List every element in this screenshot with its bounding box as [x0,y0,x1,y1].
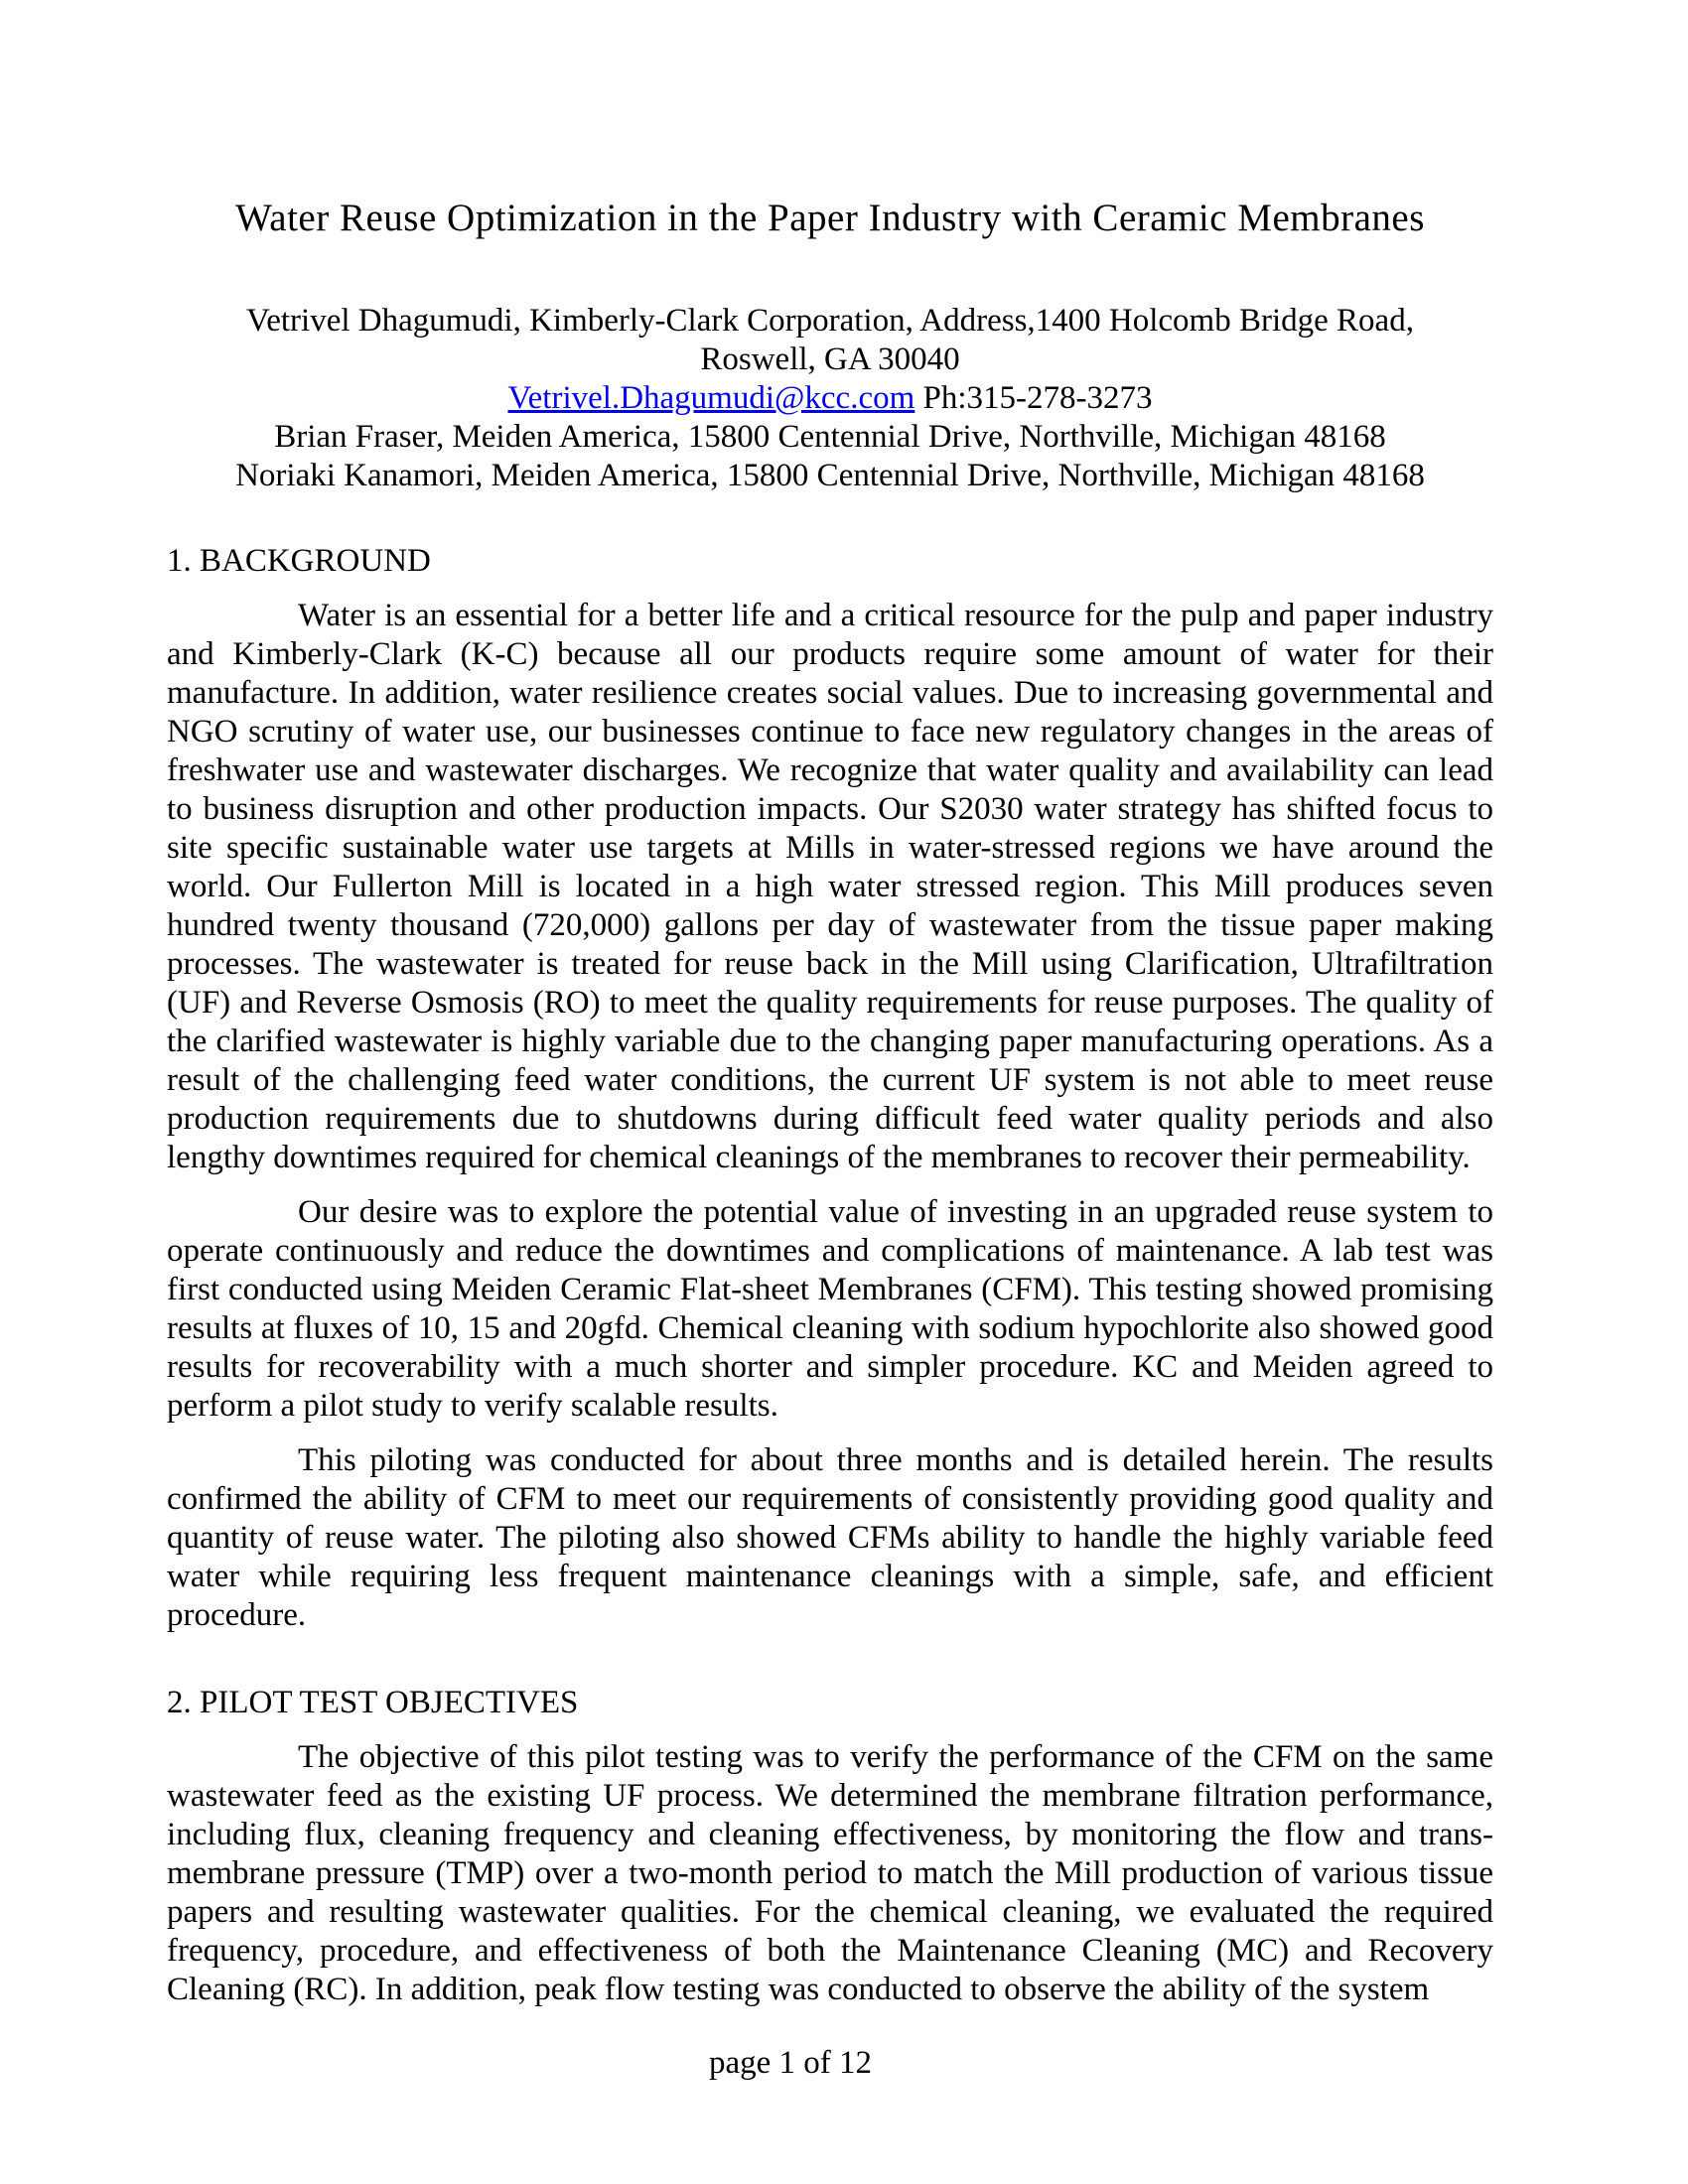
phone-number: Ph:315-278-3273 [922,380,1153,416]
email-link[interactable]: Vetrivel.Dhagumudi@kcc.com [507,380,915,416]
page-number: page 1 of 12 [708,2045,873,2081]
section-heading-pilot-test-objectives: 2. PILOT TEST OBJECTIVES [167,1685,579,1720]
paragraph-background-3: This piloting was conducted for about three months and is detailed herein. The results confirmed the ability of CFM to meet our requirements of consistently providing good quality and quantity of reuse water. The piloting also showed CFMs ability to handle the highly variable feed water while requiring less frequent maintenance cleanings with a simple, safe, and efficient procedure. [167,1442,1493,1633]
section-heading-background: 1. BACKGROUND [167,543,431,579]
contact-line [167,379,1493,418]
page-content [167,0,1493,2009]
author-line-3: Brian Fraser, Meiden America, 15800 Centennial Drive, Northville, Michigan 48168 [274,419,1386,455]
author-block [167,302,1493,495]
author-line-1: Vetrivel Dhagumudi, Kimberly-Clark Corporation, Address,1400 Holcomb Bridge Road, [246,303,1414,339]
paragraph-objectives-1: The objective of this pilot testing was to verify the performance of the CFM on the same wastewater feed as the existing UF process. We determined the membrane filtration performance, including flux, cleaning frequency and cleaning effectiveness, by monitoring the flow and trans-membrane pressure (TMP) over a two-month period to match the Mill production of various tissue papers and resulting wastewater qualities. For the chemical cleaning, we evaluated the required frequency, procedure, and effectiveness of both the Maintenance Cleaning (MC) and Recovery Cleaning (RC). In addition, peak flow testing was conducted to observe the ability of the system [167,1739,1493,2007]
author-line-4: Noriaki Kanamori, Meiden America, 15800 Centennial Drive, Northville, Michigan 48168 [235,458,1425,493]
author-line-2: Roswell, GA 30040 [700,341,960,377]
paper-title: Water Reuse Optimization in the Paper Industry with Ceramic Membranes [235,197,1425,239]
paragraph-background-2: Our desire was to explore the potential value of investing in an upgraded reuse system to operate continuously and reduce the downtimes and complications of maintenance. A lab test was first conducted using Meiden Ceramic Flat-sheet Membranes (CFM). This testing showed promising results at fluxes of 10, 15 and 20gfd. Chemical cleaning with sodium hypochlorite also showed good results for recoverability with a much shorter and simpler procedure. KC and Meiden agreed to perform a pilot study to verify scalable results. [167,1194,1493,1424]
paragraph-background-1: Water is an essential for a better life and a critical resource for the pulp and paper industry and Kimberly-Clark (K-C) because all our products require some amount of water for their manufacture. In addition, water resilience creates social values. Due to increasing governmental and NGO scrutiny of water use, our businesses continue to face new regulatory changes in the areas of freshwater use and wastewater discharges. We recognize that water quality and availability can lead to business disruption and other production impacts. Our S2030 water strategy has shifted focus to site specific sustainable water use targets at Mills in water-stressed regions we have around the world. Our Fullerton Mill is located in a high water stressed region. This Mill produces seven hundred twenty thousand (720,000) gallons per day of wastewater from the tissue paper making processes. The wastewater is treated for reuse back in the Mill using Clarification, Ultrafiltration (UF) and Reverse Osmosis (RO) to meet the quality requirements for reuse purposes. The quality of the clarified wastewater is highly variable due to the changing paper manufacturing operations. As a result of the challenging feed water conditions, the current UF system is not able to meet reuse production requirements due to shutdowns during difficult feed water quality periods and also lengthy downtimes required for chemical cleanings of the membranes to recover their permeability. [167,598,1493,1175]
